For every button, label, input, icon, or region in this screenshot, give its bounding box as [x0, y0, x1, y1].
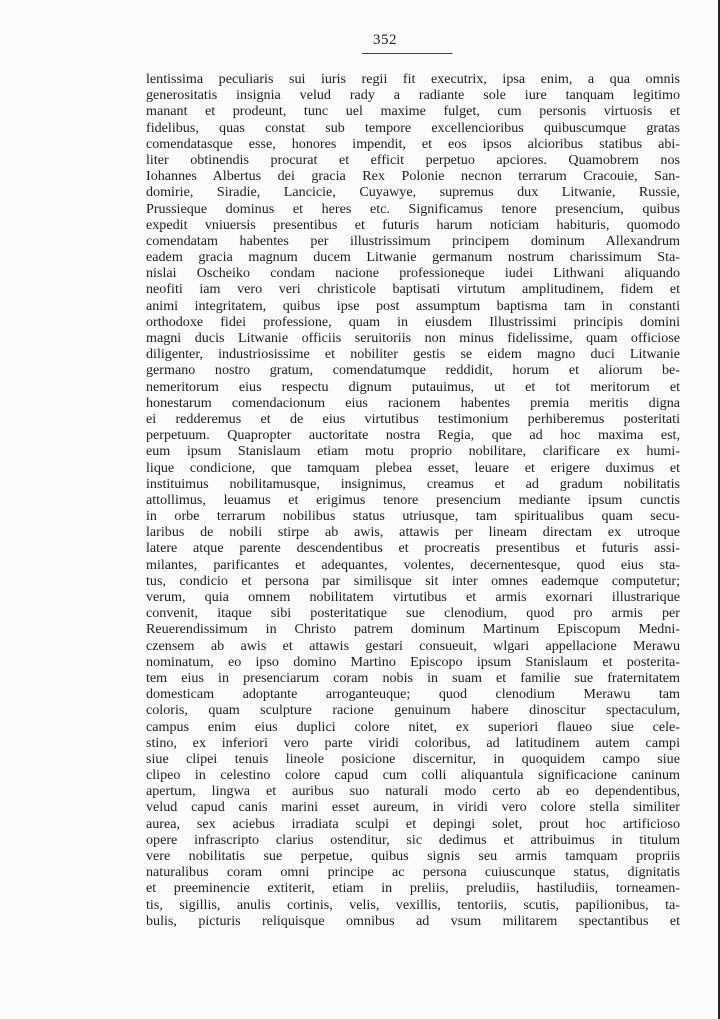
text-line: nemeritorum eius respectu dignum putauimus, ut et tot meritorum et: [146, 378, 680, 395]
text-line: tis, sigillis, anulis cortinis, velis, vexillis, tentoriis, scutis, papilionibus, ta-: [146, 896, 680, 913]
text-line: milantes, parificantes et adequantes, volentes, decernentesque, quod eius sta-: [146, 556, 680, 573]
text-line: attollimus, leuamus et erigimus tenore presencium mediante ipsum cunctis: [146, 491, 680, 508]
text-line: campus enim eius duplici colore nitet, ex superiori flaueo siue cele-: [146, 718, 680, 735]
text-line: eadem gracia magnum ducem Litwanie germanum nostrum charissimum Sta-: [146, 249, 680, 266]
text-line: aurea, sex aciebus irradiata sculpi et depingi solet, prout hoc artificioso: [146, 815, 680, 832]
text-line: tem eius in presenciarum coram nobis in suam et familie sue fraternitatem: [146, 669, 680, 686]
header-rule: [362, 53, 452, 54]
text-line: Prussieque dominus et heres etc. Significamus tenore presencium, quibus: [146, 200, 680, 217]
text-line: magni ducis Litwanie officiis seruitoriis non minus fidelissime, quam officiose: [146, 330, 680, 346]
text-line: verum, quia omnem nobilitatem virtutibus et armis exornari illustrarique: [146, 589, 680, 605]
document-body: [146, 71, 680, 929]
text-line: nominatum, eo ipso domino Martino Episcopo ipsum Stanislaum et posterita-: [146, 653, 680, 670]
text-line: diligenter, industriosissime et nobiliter gestis se eidem magno duci Litwanie: [146, 346, 680, 363]
text-line: honestarum comendacionum eius racionem habentes premia meritis digna: [146, 394, 680, 411]
text-line: lique condicione, que tamquam plebea esset, leuare et erigere duximus et: [146, 459, 680, 476]
text-line: laribus de nobili stirpe ab awis, attawis per lineam directam ex utroque: [146, 524, 680, 541]
text-line: domirie, Siradie, Lancicie, Cuyawye, supremus dux Litwanie, Russie,: [146, 184, 680, 201]
text-line: czensem ab awis et attawis gestari consueuit, wlgari appellacione Merawu: [146, 637, 680, 654]
text-line: vere nobilitatis sue perpetue, quibus signis seu armis tamquam propriis: [146, 848, 680, 864]
text-line: lentissima peculiaris sui iuris regii fit executrix, ipsa enim, a qua omnis: [146, 71, 680, 87]
text-line: naturalibus coram omni principe ac persona cuiuscunque status, dignitatis: [146, 864, 680, 881]
text-line: opere infrascripto clarius ostenditur, sic dedimus et attribuimus in titulum: [146, 831, 680, 848]
text-line: siue clipei tenuis lineole posicione discernitur, in quoquidem campo siue: [146, 750, 680, 767]
text-line: in orbe terrarum nobilibus status utriusque, tam spiritualibus quam secu-: [146, 508, 680, 525]
text-line: latere atque parente descendentibus et procreatis presentibus et futuris assi-: [146, 540, 680, 557]
text-line: expedit vniuersis presentibus et futuris harum noticiam habituris, quomodo: [146, 216, 680, 233]
text-line: comendatam habentes per illustrissimum principem dominum Allexandrum: [146, 232, 680, 249]
text-line: tus, condicio et persona par similisque sit inter omnes eademque computetur;: [146, 572, 680, 589]
text-line: Iohannes Albertus dei gracia Rex Polonie necnon terrarum Cracouie, San-: [146, 168, 680, 185]
text-line: convenit, itaque sibi posteritatique sue clenodium, quod pro armis per: [146, 605, 680, 622]
text-line: velud capud canis marini esset aureum, in viridi vero colore stella similiter: [146, 799, 680, 816]
text-line: apertum, lingwa et auribus suo naturali modo certo ab eo dependentibus,: [146, 783, 680, 800]
text-line: clipeo in celestino colore capud cum colli aliquantula significacione caninum: [146, 767, 680, 784]
text-line: stino, ex inferiori vero parte viridi coloribus, ad latitudinem autem campi: [146, 734, 680, 751]
page-number: 352: [373, 32, 397, 48]
text-line: germano nostro gratum, comendatumque reddidit, horum et aliorum be-: [146, 362, 680, 379]
text-line: orthodoxe fidei professione, quam in eiusdem Illustrissimi principis domini: [146, 313, 680, 330]
text-line: bulis, picturis reliquisque omnibus ad vsum militarem spectantibus et: [146, 912, 680, 929]
text-line: ei redderemus et de eius virtutibus testimonium perhiberemus posteritati: [146, 410, 680, 427]
text-line: fidelibus, quas constat sub tempore excellencioribus quibuscumque gratas: [146, 119, 680, 136]
text-line: et preeminencie extiterit, etiam in preliis, preludiis, hastiludiis, torneamen-: [146, 880, 680, 897]
text-line: animi integritatem, quibus ipse post assumptum baptisma tam in constanti: [146, 297, 680, 314]
text-line: liter obtinendis procurat et efficit perpetuo apciores. Quamobrem nos: [146, 151, 680, 168]
text-line: Reuerendissimum in Christo patrem dominum Martinum Episcopum Medni-: [146, 621, 680, 638]
text-line: instituimus nobilitamusque, insignimus, creamus et ad gradum nobilitatis: [146, 475, 680, 492]
text-line: perpetuum. Quapropter auctoritate nostra Regia, que ad hoc maxima est,: [146, 427, 680, 444]
text-line: nislai Oscheiko condam nacione professioneque iudei Lithwani aliquando: [146, 265, 680, 282]
text-line: comendatasque esse, honores impendit, et eos ipsos alcioribus statibus abi-: [146, 135, 680, 152]
text-line: manant et prodeunt, tunc uel maxime fulget, cum personis virtuosis et: [146, 103, 680, 120]
text-line: coloris, quam sculpture racione genuinum habere dinoscitur spectaculum,: [146, 702, 680, 719]
text-line: eum ipsum Stanislaum etiam motu proprio nobilitare, clarificare ex humi-: [146, 443, 680, 460]
text-line: domesticam adoptante arroganteuque; quod clenodium Merawu tam: [146, 686, 680, 703]
text-line: generositatis insignia velud rady a radiante sole iure tanquam legitimo: [146, 87, 680, 104]
text-line: neofiti iam vero veri christicole baptisati virtutum amplitudinem, fidem et: [146, 281, 680, 298]
